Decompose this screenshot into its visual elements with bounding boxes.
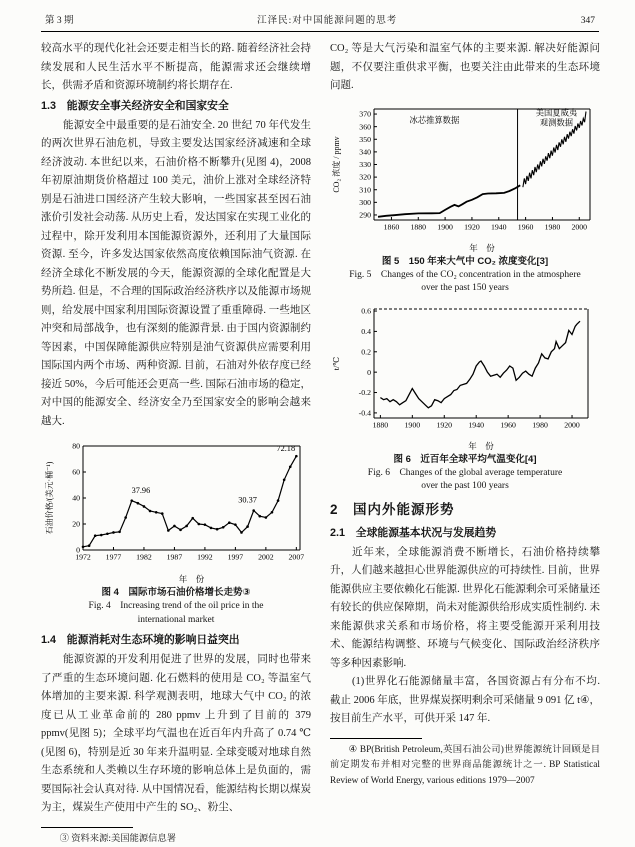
left-column <box>41 40 311 847</box>
figure-4-caption-en-line1: Fig. 4 Increasing trend of the oil price in the <box>41 600 311 614</box>
running-title: 江泽民:对中国能源问题的思考 <box>257 12 397 26</box>
footnote-rule-right <box>330 738 422 739</box>
svg-text:2000: 2000 <box>571 222 587 231</box>
figure-5-caption-en-line1: Fig. 5 Changes of the CO₂ concentration in the atmosphere <box>330 269 600 283</box>
svg-text:2007: 2007 <box>289 553 305 562</box>
svg-text:0.2: 0.2 <box>361 347 371 356</box>
figure-6-caption-en-line1: Fig. 6 Changes of the global average temperature <box>330 467 600 481</box>
footnote-3: ③ 资料来源:美国能源信息署 <box>41 832 311 847</box>
svg-text:340: 340 <box>359 147 371 156</box>
svg-text:300: 300 <box>359 197 371 206</box>
global-temperature-chart <box>330 301 600 451</box>
svg-text:30.37: 30.37 <box>238 496 257 505</box>
svg-text:冰芯推算数据: 冰芯推算数据 <box>409 114 459 124</box>
svg-text:2002: 2002 <box>258 553 274 562</box>
svg-text:1987: 1987 <box>167 553 183 562</box>
page-header <box>41 12 599 26</box>
figure-6-caption-en-line2: over the past 100 years <box>330 480 600 494</box>
svg-text:t/℃: t/℃ <box>332 356 341 369</box>
svg-text:60: 60 <box>72 468 80 477</box>
header-rule <box>41 31 599 32</box>
svg-text:1980: 1980 <box>545 222 561 231</box>
figure-5-caption <box>330 255 600 296</box>
paragraph-environment: 能源资源的开发利用促进了世界的发展，同时也带来了严重的生态环境问题. 化石燃料的使用是 CO₂ 等温室气体增加的主要来源. 科学观测表明，地球大气中 CO₂ 的浓度已从工业革命前的 280 ppmv 上升到了目前的 379 ppmv(见图 5)；全球平均气温也在近百年内升高了 0.74 ℃(见图 6)，特别是近 30 年来升温明显. 全球变暖对地球自然生态系统和人类赖以生存环境的影响总体上是负面的，需要国际社会认真对待. 从中国情况看，能源结构长期以煤炭为主，煤炭生产使用中产生的 SO₂、粉尘、 <box>41 651 311 818</box>
svg-text:0: 0 <box>76 546 80 555</box>
svg-text:1960: 1960 <box>518 222 534 231</box>
co2-concentration-chart <box>330 101 600 253</box>
svg-text:1980: 1980 <box>532 420 548 429</box>
svg-text:观测数据: 观测数据 <box>540 117 573 127</box>
svg-text:350: 350 <box>359 134 371 143</box>
svg-text:1900: 1900 <box>405 420 421 429</box>
svg-text:80: 80 <box>72 442 80 451</box>
svg-text:370: 370 <box>359 109 371 118</box>
figure-5 <box>330 101 600 296</box>
svg-text:1880: 1880 <box>410 222 426 231</box>
section-heading-2: 2 国内外能源形势 <box>330 497 600 523</box>
svg-text:1960: 1960 <box>500 420 516 429</box>
paragraph-continuation: 较高水平的现代化社会还要走相当长的路. 随着经济社会持续发展和人民生活水平不断提高，能源需求还会继续增长，供需矛盾和资源环境制约将长期存在. <box>41 40 311 96</box>
svg-text:-0.4: -0.4 <box>359 408 371 417</box>
svg-text:1940: 1940 <box>491 222 507 231</box>
svg-text:1992: 1992 <box>197 553 213 562</box>
figure-5-caption-zh: 图 5 150 年来大气中 CO₂ 浓度变化[3] <box>330 255 600 269</box>
section-heading-1-4: 1.4 能源消耗对生态环境的影响日益突出 <box>41 630 311 651</box>
svg-text:1977: 1977 <box>106 553 122 562</box>
svg-text:1860: 1860 <box>384 222 400 231</box>
oil-price-chart <box>41 436 311 584</box>
svg-text:40: 40 <box>72 494 80 503</box>
figure-4-caption <box>41 586 311 627</box>
svg-text:20: 20 <box>72 520 80 529</box>
svg-text:年 份: 年 份 <box>179 574 205 584</box>
svg-text:0: 0 <box>367 367 371 376</box>
svg-text:0.6: 0.6 <box>361 306 371 315</box>
right-column <box>330 40 600 847</box>
svg-text:1880: 1880 <box>373 420 389 429</box>
svg-text:1997: 1997 <box>228 553 244 562</box>
svg-text:美国夏威夷: 美国夏威夷 <box>536 107 578 117</box>
svg-text:330: 330 <box>359 160 371 169</box>
page-number: 347 <box>581 16 595 26</box>
svg-text:年 份: 年 份 <box>469 243 495 253</box>
figure-6 <box>330 301 600 494</box>
paragraph-global-energy: 近年来，全球能源消费不断增长，石油价格持续攀升，人们越来越担心世界能源供应的可持续性. 目前，世界能源供应主要依赖化石能源. 世界化石能源剩余可采储量还有较长的供应保障期，尚未对能源供给形成实质性制约. 未来能源供求关系和市场价格，将主要受能源开采利用技术、能源结构调整、环境与气候变化、国际政治经济秩序等多种因素影响. <box>330 544 600 674</box>
svg-text:1972: 1972 <box>75 553 91 562</box>
svg-text:72.18: 72.18 <box>276 444 295 453</box>
svg-text:1982: 1982 <box>136 553 152 562</box>
figure-4-caption-zh: 图 4 国际市场石油价格增长走势③ <box>41 586 311 600</box>
svg-text:37.96: 37.96 <box>132 486 151 495</box>
footnote-4: ④ BP(British Petroleum,英国石油公司)世界能源统计回顾是目前定期发布并相对完整的世界商品能源统计之一. BP Statistical Review of World Energy, various editions 1979—2007 <box>330 743 600 790</box>
svg-text:年 份: 年 份 <box>468 441 494 451</box>
figure-6-caption <box>330 453 600 494</box>
svg-text:0.4: 0.4 <box>361 327 371 336</box>
figure-4 <box>41 436 311 627</box>
svg-text:1900: 1900 <box>437 222 453 231</box>
paragraph-item-1: (1)世界化石能源储量丰富，各国资源占有分布不均. 截止 2006 年底，世界煤炭探明剩余可采储量 9 091 亿 t④，按目前生产水平，可供开采 147 年. <box>330 673 600 729</box>
section-heading-2-1: 2.1 全球能源基本状况与发展趋势 <box>330 523 600 544</box>
footnote-rule-left <box>41 827 133 828</box>
section-heading-1-3: 1.3 能源安全事关经济安全和国家安全 <box>41 96 311 117</box>
figure-5-caption-en-line2: over the past 150 years <box>330 282 600 296</box>
figure-6-caption-zh: 图 6 近百年全球平均气温变化[4] <box>330 453 600 467</box>
svg-text:石油价格/(美元·桶⁻¹): 石油价格/(美元·桶⁻¹) <box>44 461 54 534</box>
paragraph-continuation-right: CO₂ 等是大气污染和温室气体的主要来源. 解决好能源问题，不仅要注重供求平衡，也要关注由此带来的生态环境问题. <box>330 40 600 96</box>
svg-text:2000: 2000 <box>564 420 580 429</box>
journal-issue: 第 3 期 <box>45 12 74 26</box>
figure-4-caption-en-line2: international market <box>41 614 311 628</box>
svg-text:CO₂ 浓度 / ppmv: CO₂ 浓度 / ppmv <box>331 136 341 192</box>
svg-text:360: 360 <box>359 122 371 131</box>
two-column-body <box>41 40 599 847</box>
svg-text:320: 320 <box>359 172 371 181</box>
svg-text:1940: 1940 <box>468 420 484 429</box>
svg-text:-0.2: -0.2 <box>359 388 371 397</box>
paragraph-oil-security: 能源安全中最重要的是石油安全. 20 世纪 70 年代发生的两次世界石油危机，导致主要发达国家经济减速和全球经济波动. 本世纪以来，石油价格不断攀升(见图 4)，2008 年初原油期货价格超过 100 美元，油价上涨对全球经济特别是石油进口国经济产生较大影响，一些国家甚至因石油涨价引发社会动荡. 从历史上看，发达国家在实现工业化的过程中，除开发利用本国能源资源外，还利用了大量国际资源. 至今，许多发达国家依然高度依赖国际油气资源. 在经济全球化不断发展的今天，能源资源的全球化配置是大势所趋. 但是，不合理的国际政治经济秩序以及能源市场规则，给发展中国家利用国际资源设置了重重障碍. 一些地区冲突和局部战争，也有深刻的能源背景. 由于国内资源制约等因素，中国保障能源供应特别是油气资源供应需要利用国际国内两个市场、两种资源. 目前，石油对外依存度已经接近 50%，今后可能还会更高一些. 国际石油市场的稳定，对中国的能源安全、经济安全乃至国家安全的影响会越来越大. <box>41 117 311 432</box>
svg-text:310: 310 <box>359 185 371 194</box>
svg-text:1920: 1920 <box>464 222 480 231</box>
svg-text:290: 290 <box>359 210 371 219</box>
svg-text:1920: 1920 <box>436 420 452 429</box>
